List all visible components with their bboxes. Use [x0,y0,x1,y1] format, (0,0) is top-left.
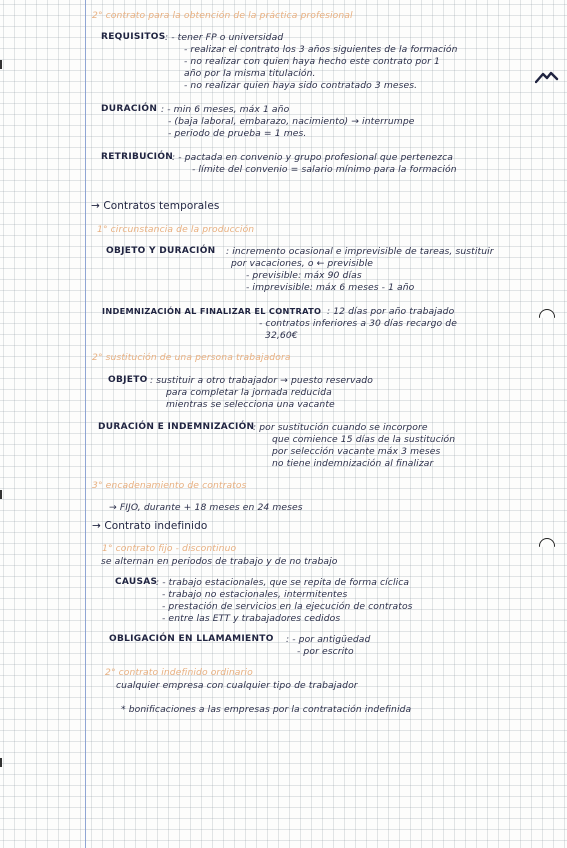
objeto-duracion-line: : incremento ocasional e imprevisible de tareas, sustituir [226,246,494,257]
page-edge-mark [0,758,2,767]
requisitos-line: año por la misma titulación. [184,68,316,79]
retribucion-line: - límite del convenio = salario mínimo para la formación [192,164,457,175]
heading-indefinido-ordinario: 2° contrato indefinido ordinario [105,667,253,678]
duracion-line: : - min 6 meses, máx 1 año [161,104,290,115]
label-objeto-duracion: OBJETO Y DURACIÓN [106,246,216,256]
margin-line [85,0,86,848]
indefinido-ordinario-line: cualquier empresa con cualquier tipo de trabajador [116,680,358,691]
causas-line: - prestación de servicios en la ejecución de contratos [162,601,413,612]
page-edge-mark [0,490,2,499]
causas-line: - entre las ETT y trabajadores cedidos [162,613,341,624]
objeto-line: mientras se selecciona una vacante [166,399,335,410]
objeto-duracion-line: - imprevisible: máx 6 meses - 1 año [246,282,415,293]
retribucion-line: : - pactada en convenio y grupo profesional que pertenezca [172,152,453,163]
heading-practica-profesional: 2° contrato para la obtención de la práctica profesional [92,10,353,21]
indemnizacion-line: 32,60€ [265,330,298,341]
indemnizacion-line: - contratos inferiores a 30 días recargo de [259,318,457,329]
llamamiento-line: - por escrito [297,646,354,657]
indemnizacion-line: : 12 días por año trabajado [327,306,455,317]
llamamiento-line: : - por antigüedad [286,634,371,645]
duracion-indemnizacion-line: : por sustitución cuando se incorpore [253,422,428,433]
label-retribucion: RETRIBUCIÓN [101,152,174,162]
label-duracion-indemnizacion: DURACIÓN E INDEMNIZACIÓN [98,422,255,432]
pen-mark-doodle [535,70,559,84]
objeto-duracion-line: - previsible: máx 90 días [246,270,362,281]
requisitos-line: - no realizar con quien haya hecho este contrato por 1 [184,56,440,67]
objeto-line: : sustituir a otro trabajador → puesto reservado [150,375,373,386]
section-contratos-temporales: → Contratos temporales [91,200,220,212]
page-edge-mark [0,60,2,69]
objeto-line: para completar la jornada reducida [166,387,332,398]
duracion-indemnizacion-line: que comience 15 días de la sustitución [272,434,456,445]
section-contrato-indefinido: → Contrato indefinido [92,520,208,532]
label-objeto: OBJETO [108,375,148,385]
requisitos-line: - realizar el contrato los 3 años siguientes de la formación [184,44,458,55]
binder-hole-bottom [539,538,555,554]
duracion-indemnizacion-line: no tiene indemnización al finalizar [272,458,434,469]
heading-sustitucion: 2° sustitución de una persona trabajadora [92,352,291,363]
binder-hole-top [539,309,555,325]
heading-encadenamiento: 3° encadenamiento de contratos [92,480,247,491]
heading-fijo-discontinuo: 1° contrato fijo - discontinuo [102,543,237,554]
objeto-duracion-line: por vacaciones, o ← previsible [231,258,374,269]
label-indemnizacion: INDEMNIZACIÓN AL FINALIZAR EL CONTRATO [102,306,322,316]
label-causas: CAUSAS [115,577,158,587]
requisitos-line: : - tener FP o universidad [165,32,284,43]
label-obligacion-llamamiento: OBLIGACIÓN EN LLAMAMIENTO [109,634,274,644]
label-duracion: DURACIÓN [101,104,158,114]
label-requisitos: REQUISITOS [101,32,166,42]
duracion-line: - (baja laboral, embarazo, nacimiento) → interrumpe [168,116,415,127]
bonificaciones-line: * bonificaciones a las empresas por la contratación indefinida [121,704,412,715]
fijo-discontinuo-line: se alternan en periodos de trabajo y de no trabajo [101,556,338,567]
duracion-indemnizacion-line: por selección vacante máx 3 meses [272,446,441,457]
encadenamiento-line: → FIJO, durante + 18 meses en 24 meses [109,502,303,513]
requisitos-line: - no realizar quien haya sido contratado 3 meses. [184,80,418,91]
causas-line: : - trabajo estacionales, que se repita de forma cíclica [156,577,410,588]
heading-circunstancia-produccion: 1° circunstancia de la producción [97,224,255,235]
causas-line: - trabajo no estacionales, intermitentes [162,589,348,600]
duracion-line: - periodo de prueba = 1 mes. [168,128,307,139]
